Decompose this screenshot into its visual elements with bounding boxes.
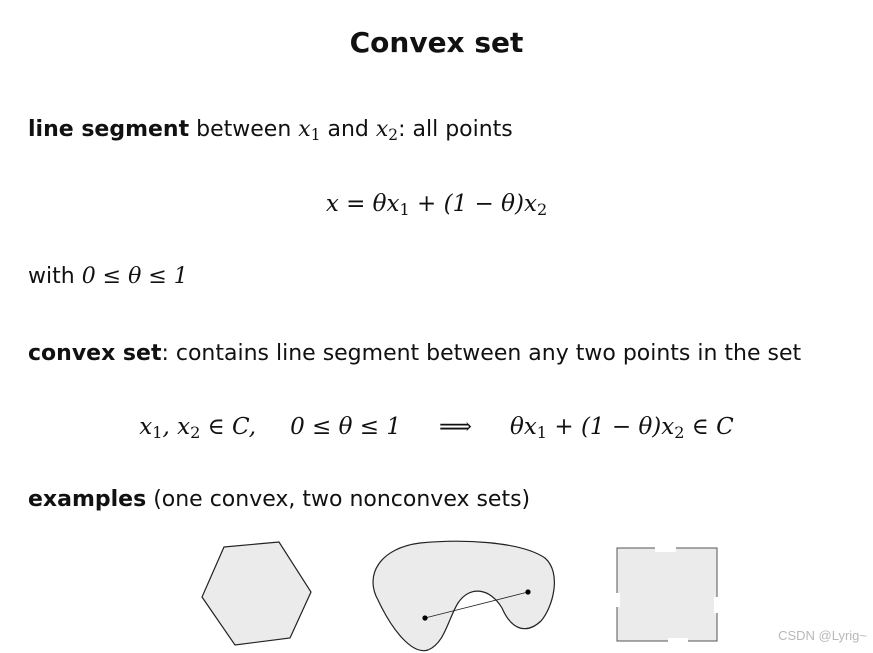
line-segment-definition [28,117,513,144]
all-points-text: : all points [398,117,513,142]
examples-line [28,487,530,512]
theta-condition: 0 ≤ θ ≤ 1 [81,264,188,289]
line-segment-equation: $x = \theta x_1 + (1 - \theta)x_2$ [325,191,548,220]
convex-hexagon-figure [202,542,311,645]
examples-text: (one convex, two nonconvex sets) [153,487,531,512]
implies-arrow: ⟹ [438,414,472,440]
nonconvex-square-figure [614,545,720,644]
and-text: and [327,117,369,142]
convex-set-definition [28,341,801,366]
watermark: CSDN @Lyrig~ [778,628,867,643]
segment-endpoint-left [422,615,427,620]
condition: 0 ≤ θ ≤ 1 [290,414,401,440]
between-text: between [196,117,292,142]
theta-condition-line [28,264,188,289]
examples-term: examples [28,487,147,512]
line-segment-term: line segment [28,117,190,142]
x1-symbol: $x_1$ [298,117,321,144]
convex-set-term: convex set [28,341,162,366]
convex-set-text: : contains line segment between any two points in the set [161,341,802,366]
slide-title: Convex set [349,26,524,59]
with-text: with [28,264,75,289]
segment-endpoint-right [525,589,530,594]
convex-set-equation: $x_1$, $x_2$ ∈ C, 0 ≤ θ ≤ 1 ⟹ $\theta x_1 + (1 - \theta)x_2$ ∈ C [139,414,734,443]
example-figures [0,535,873,653]
x2-symbol: $x_2$ [375,117,399,144]
nonconvex-kidney-figure [373,541,554,650]
